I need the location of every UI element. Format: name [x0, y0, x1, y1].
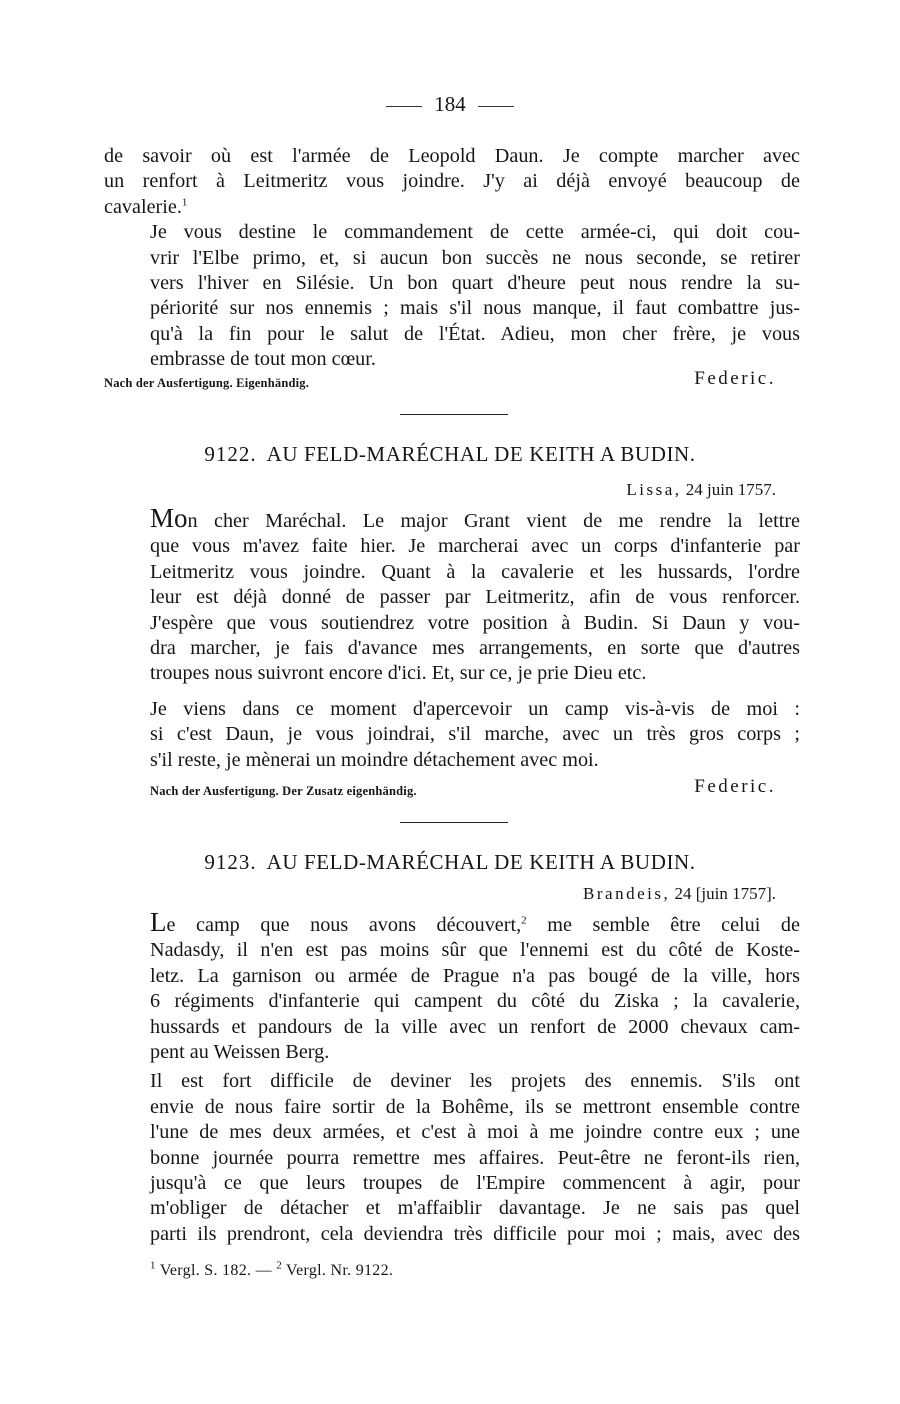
page-header: [0, 92, 900, 117]
text-line: hussards et pandours de la ville avec un renfort de 2000 chevaux cam-: [150, 1015, 800, 1038]
letter-number: 9122.: [204, 442, 257, 466]
text-line: périorité sur nos ennemis ; mais s'il nous manque, il faut combattre jus-: [150, 297, 800, 320]
text-line: que vous m'avez faite hier. Je marcherai avec un corps d'infanterie par: [150, 535, 800, 558]
initial-letter: L: [150, 907, 167, 937]
text-fragment: me semble être celui de: [526, 914, 800, 936]
header-rule-left: [386, 106, 422, 107]
text-line: Je viens dans ce moment d'apercevoir un camp vis-à-vis de moi :: [150, 697, 800, 720]
paragraph: [104, 503, 800, 687]
text-fragment: e camp que nous avons découvert,: [166, 914, 522, 936]
text-line: 6 régiments d'infanterie qui campent du côté du Ziska ; la cavalerie,: [150, 990, 800, 1013]
place: Lissa,: [626, 480, 682, 499]
continued-paragraph-2: [104, 220, 800, 372]
letter-title: AU FELD-MARÉCHAL DE KEITH A BUDIN.: [266, 442, 696, 466]
letter-number: 9123.: [204, 850, 257, 874]
footnote-text-2: Vergl. Nr. 9122.: [282, 1262, 394, 1279]
text-line: Il est fort difficile de deviner les projets des ennemis. S'ils ont: [150, 1070, 800, 1093]
footnotes: [150, 1259, 394, 1280]
text-line: dra marcher, je fais d'avance mes arrangements, en sorte que d'autres: [150, 637, 800, 660]
source-row-2: [104, 776, 776, 800]
text-line: qu'à la fin pour le salut de l'État. Adieu, mon cher frère, je vous: [150, 322, 800, 345]
text-line: letz. La garnison ou armée de Prague n'a pas bougé de la ville, hors: [150, 964, 800, 987]
text-line: vers l'hiver en Silésie. Un bon quart d'heure peut nous rendre la su-: [150, 272, 800, 295]
text-line: [104, 503, 800, 534]
text-line: leur est déjà donné de passer par Leitmeritz, afin de vous renforcer.: [150, 586, 800, 609]
paragraph: [104, 907, 800, 1065]
place-date-9123: [583, 884, 776, 904]
text-line: Leitmeritz vous joindre. Quant à la cavalerie et les hussards, l'ordre: [150, 560, 800, 583]
text-line: envie de nous faire sortir de la Bohême, ils se mettront ensemble contre: [150, 1095, 800, 1118]
header-rule-right: [478, 106, 514, 107]
text-line: embrasse de tout mon cœur.: [150, 348, 376, 371]
text-line: un renfort à Leitmeritz vous joindre. J'y ai déjà envoyé beaucoup de: [104, 170, 800, 193]
text-line: s'il reste, je mènerai un moindre détachement avec moi.: [150, 748, 599, 771]
source-note: Nach der Ausfertigung. Eigenhändig.: [104, 376, 310, 390]
initial-letters: Mo: [150, 503, 188, 533]
footnote-ref-1: 1: [181, 196, 188, 209]
continued-letter-body: [104, 144, 800, 373]
source-row-1: [104, 368, 776, 392]
text-line: bonne journée pourra remettre mes affaires. Peut-être ne feront-ils rien,: [150, 1146, 800, 1169]
date: 24 [juin 1757].: [674, 884, 776, 903]
text-fragment: n cher Maréchal. Le major Grant vient de me rendre la lettre: [187, 510, 800, 532]
letter-body-9122: [104, 503, 800, 773]
date: 24 juin 1757.: [685, 480, 776, 499]
postscript-paragraph: [104, 697, 800, 773]
footnote-text-1: Vergl. S. 182. —: [155, 1262, 277, 1279]
footnote-number-1: 1: [150, 1259, 156, 1272]
paragraph: [104, 1069, 800, 1247]
text-line: de savoir où est l'armée de Leopold Daun. Je compte marcher avec: [104, 145, 800, 167]
section-divider: [400, 822, 508, 823]
footnote-ref-2: 2: [521, 914, 527, 927]
text-line: parti ils prendront, cela deviendra très difficile pour moi ; mais, avec des: [150, 1222, 800, 1245]
continued-paragraph-1: [104, 144, 800, 220]
letter-heading-9122: [0, 442, 900, 467]
text-line: jusqu'à ce que leurs troupes de l'Empire commencent à agir, pour: [150, 1172, 800, 1195]
text-line: Nadasdy, il n'en est pas moins sûr que l'ennemi est du côté de Koste-: [150, 939, 800, 962]
text-line: [104, 907, 800, 938]
signature: Federic.: [694, 776, 776, 797]
letter-body-9123: [104, 907, 800, 1247]
letter-title: AU FELD-MARÉCHAL DE KEITH A BUDIN.: [266, 850, 696, 874]
text-fragment: cavalerie.: [104, 195, 182, 218]
text-line: m'obliger de détacher et m'affaiblir davantage. Je ne sais pas quel: [150, 1197, 800, 1220]
footnote-number-2: 2: [276, 1259, 283, 1272]
text-line: si c'est Daun, je vous joindrai, s'il marche, avec un très gros corps ;: [150, 723, 800, 746]
section-divider: [400, 414, 508, 415]
text-line: [104, 195, 800, 220]
source-note: Nach der Ausfertigung. Der Zusatz eigenhändig.: [150, 784, 417, 798]
text-line: Je vous destine le commandement de cette armée-ci, qui doit cou-: [150, 221, 800, 244]
signature: Federic.: [694, 368, 776, 389]
page-number: 184: [434, 92, 466, 116]
place-date-9122: [626, 480, 776, 500]
text-line: troupes nous suivront encore d'ici. Et, sur ce, je prie Dieu etc.: [150, 662, 647, 685]
text-line: pent au Weissen Berg.: [150, 1041, 330, 1064]
text-line: J'espère que vous soutiendrez votre position à Budin. Si Daun y vou-: [150, 611, 800, 634]
place: Brandeis,: [583, 884, 671, 903]
text-line: l'une de mes deux armées, et c'est à moi à me joindre contre eux ; une: [150, 1121, 800, 1144]
text-line: vrir l'Elbe primo, et, si aucun bon succès ne nous seconde, se retirer: [150, 246, 800, 269]
letter-heading-9123: [0, 850, 900, 875]
